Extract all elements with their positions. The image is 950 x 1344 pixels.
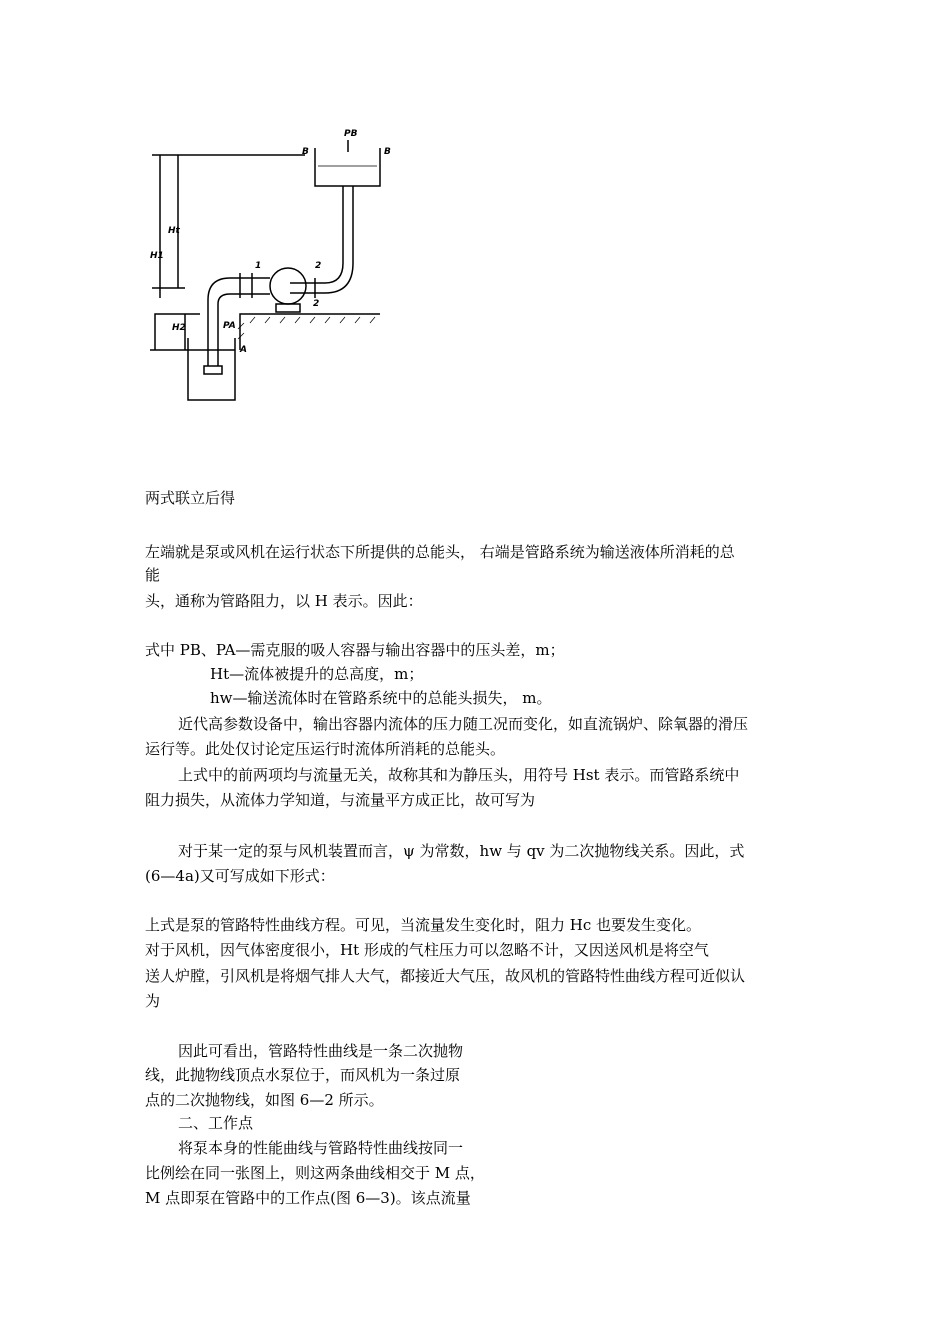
text-line-24: M 点即泵在管路中的工作点(图 6—3)。该点流量: [145, 1189, 471, 1207]
label-h2: H2: [172, 323, 186, 333]
text-line-01: 两式联立后得: [145, 489, 236, 507]
text-line-09: 运行等。此处仅讨论定压运行时流体所消耗的总能头。: [145, 740, 506, 758]
label-pb: PB: [344, 129, 358, 139]
text-line-08: 近代高参数设备中，输出容器内流体的压力随工况而变化，如直流锅炉、除氧器的滑压: [178, 715, 749, 733]
text-line-14: 上式是泵的管路特性曲线方程。可见，当流量发生变化时，阻力 Hc 也要发生变化。: [145, 916, 702, 934]
pump-piping-diagram: [140, 118, 410, 408]
text-line-16: 送人炉膛，引风机是将烟气排人大气，都接近大气压，故风机的管路特性曲线方程可近似认: [145, 967, 746, 985]
text-line-22: 将泵本身的性能曲线与管路特性曲线按同一: [178, 1139, 464, 1157]
text-line-19: 线，此抛物线顶点水泵位于，而风机为一条过原: [145, 1066, 461, 1084]
text-line-15: 对于风机，因气体密度很小，Ht 形成的气柱压力可以忽略不计，又因送风机是将空气: [145, 941, 709, 959]
label-b-right: B: [384, 147, 391, 157]
text-line-11: 阻力损失，从流体力学知道，与流量平方成正比，故可写为: [145, 791, 536, 809]
label-ht: Ht: [168, 226, 180, 236]
text-line-02: 左端就是泵或风机在运行状态下所提供的总能头， 右端是管路系统为输送液体所消耗的总: [145, 543, 735, 561]
text-line-06: Ht—流体被提升的总高度，m；: [210, 665, 424, 683]
text-line-18: 因此可看出，管路特性曲线是一条二次抛物: [178, 1042, 464, 1060]
label-1: 1: [255, 261, 262, 271]
text-line-13: (6—4a)又可写成如下形式：: [145, 867, 335, 885]
text-line-17: 为: [145, 992, 161, 1010]
text-line-20: 点的二次抛物线，如图 6—2 所示。: [145, 1091, 384, 1109]
text-line-12: 对于某一定的泵与风机装置而言，ψ 为常数，hw 与 qv 为二次抛物线关系。因此，式: [178, 842, 745, 860]
text-line-10: 上式中的前两项均与流量无关，故称其和为静压头，用符号 Hst 表示。而管路系统中: [178, 766, 740, 784]
label-2-lower: 2: [313, 299, 320, 309]
text-line-07: hw—输送流体时在管路系统中的总能头损失， m。: [210, 689, 552, 707]
text-line-21: 二、工作点: [178, 1114, 254, 1132]
label-a: A: [240, 345, 247, 355]
label-b-left: B: [302, 147, 309, 157]
label-2: 2: [315, 261, 322, 271]
text-line-04: 头，通称为管路阻力，以 H 表示。因此：: [145, 592, 423, 610]
label-pa: PA: [223, 321, 236, 331]
text-line-23: 比例绘在同一张图上，则这两条曲线相交于 M 点，: [145, 1164, 485, 1182]
text-line-03: 能: [145, 566, 161, 584]
pump-piping-system-figure: [140, 118, 410, 408]
text-line-05: 式中 PB、PA—需克服的吸人容器与输出容器中的压头差，m；: [145, 641, 565, 659]
label-h1: H1: [150, 251, 164, 261]
